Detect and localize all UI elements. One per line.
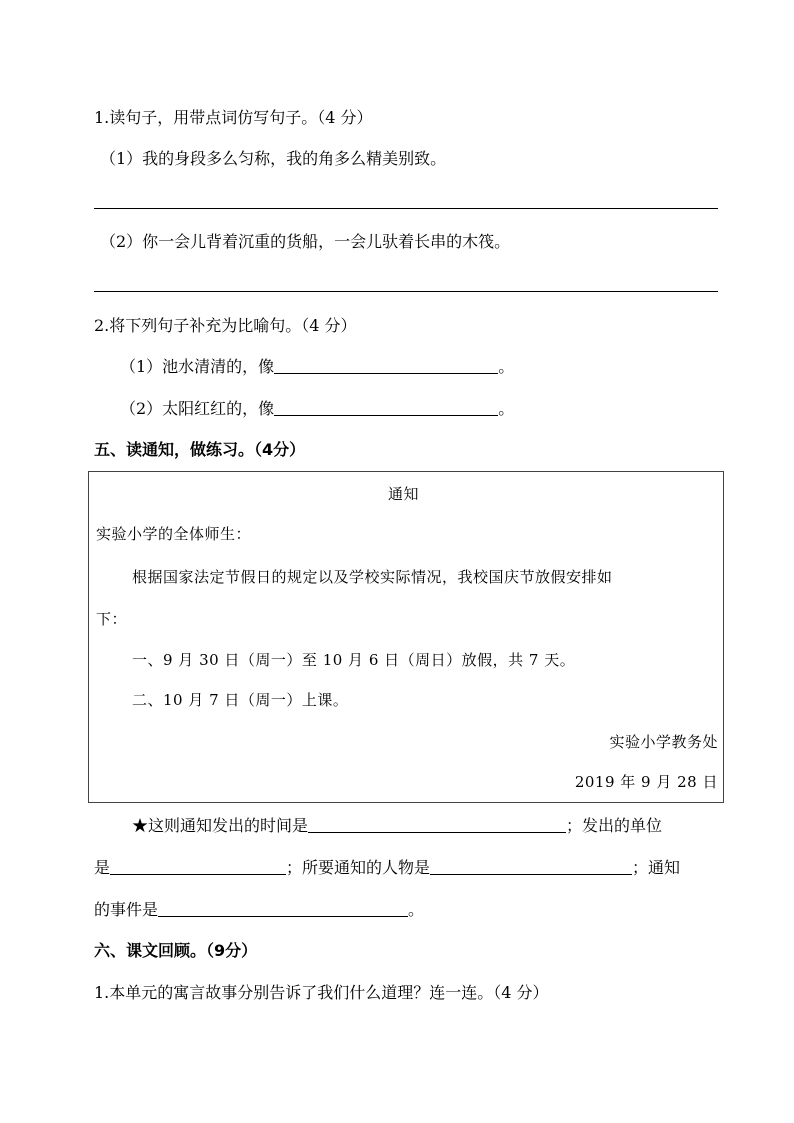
notice-question-part-7: 。: [408, 900, 425, 919]
notice-body-line-1: 根据国家法定节假日的规定以及学校实际情况，我校国庆节放假安排如: [132, 568, 613, 586]
notice-unit-blank[interactable]: [110, 858, 286, 875]
notice-question-part-5: ；通知: [632, 858, 681, 877]
question-2-item-2-prefix: （2）太阳红红的，像: [120, 399, 275, 418]
notice-title: 通知: [388, 485, 420, 503]
answer-line-2[interactable]: [94, 291, 718, 292]
notice-question-part-3: 是: [94, 858, 111, 877]
notice-signature: 实验小学教务处: [609, 733, 718, 751]
question-2-item-1-blank[interactable]: [274, 357, 498, 374]
notice-salutation: 实验小学的全体师生：: [96, 525, 252, 543]
section-6-heading: 六、课文回顾。（9分）: [94, 941, 258, 960]
notice-people-blank[interactable]: [430, 858, 632, 875]
notice-question-line-3: [94, 900, 424, 920]
notice-time-blank[interactable]: [308, 816, 566, 833]
question-1-title: 1.读句子，用带点词仿写句子。（4 分）: [94, 108, 373, 127]
notice-item-2: 二、10 月 7 日（周一）上课。: [132, 691, 349, 709]
notice-question-line-2: [94, 858, 680, 878]
question-2-title: 2.将下列句子补充为比喻句。（4 分）: [94, 316, 357, 335]
question-2-item-2: [120, 399, 514, 419]
notice-box: [88, 471, 724, 803]
notice-question-part-4: ；所要通知的人物是: [286, 858, 431, 877]
section-5-heading: 五、读通知，做练习。（4分）: [94, 440, 306, 459]
answer-line-1[interactable]: [94, 208, 718, 209]
star-icon: ★: [132, 816, 149, 835]
notice-date: 2019 年 9 月 28 日: [574, 773, 718, 791]
question-2-item-1: [120, 357, 514, 377]
section-6-question-1: 1.本单元的寓言故事分别告诉了我们什么道理？连一连。（4 分）: [94, 983, 549, 1002]
question-2-item-1-suffix: 。: [498, 357, 515, 376]
question-2-item-1-prefix: （1）池水清清的，像: [120, 357, 275, 376]
notice-item-1: 一、9 月 30 日（周一）至 10 月 6 日（周日）放假，共 7 天。: [132, 651, 576, 669]
notice-event-blank[interactable]: [158, 900, 408, 917]
notice-body-line-2: 下：: [96, 610, 128, 628]
notice-question-part-6: 的事件是: [94, 900, 159, 919]
notice-question-part-1: 这则通知发出的时间是: [148, 816, 309, 835]
question-1-item-2: （2）你一会儿背着沉重的货船，一会儿驮着长串的木筏。: [100, 232, 511, 251]
question-1-item-1: （1）我的身段多么匀称，我的角多么精美别致。: [100, 149, 447, 168]
notice-question-part-2: ；发出的单位: [566, 816, 663, 835]
question-2-item-2-suffix: 。: [498, 399, 515, 418]
notice-question-line-1: [132, 816, 662, 836]
question-2-item-2-blank[interactable]: [274, 399, 498, 416]
